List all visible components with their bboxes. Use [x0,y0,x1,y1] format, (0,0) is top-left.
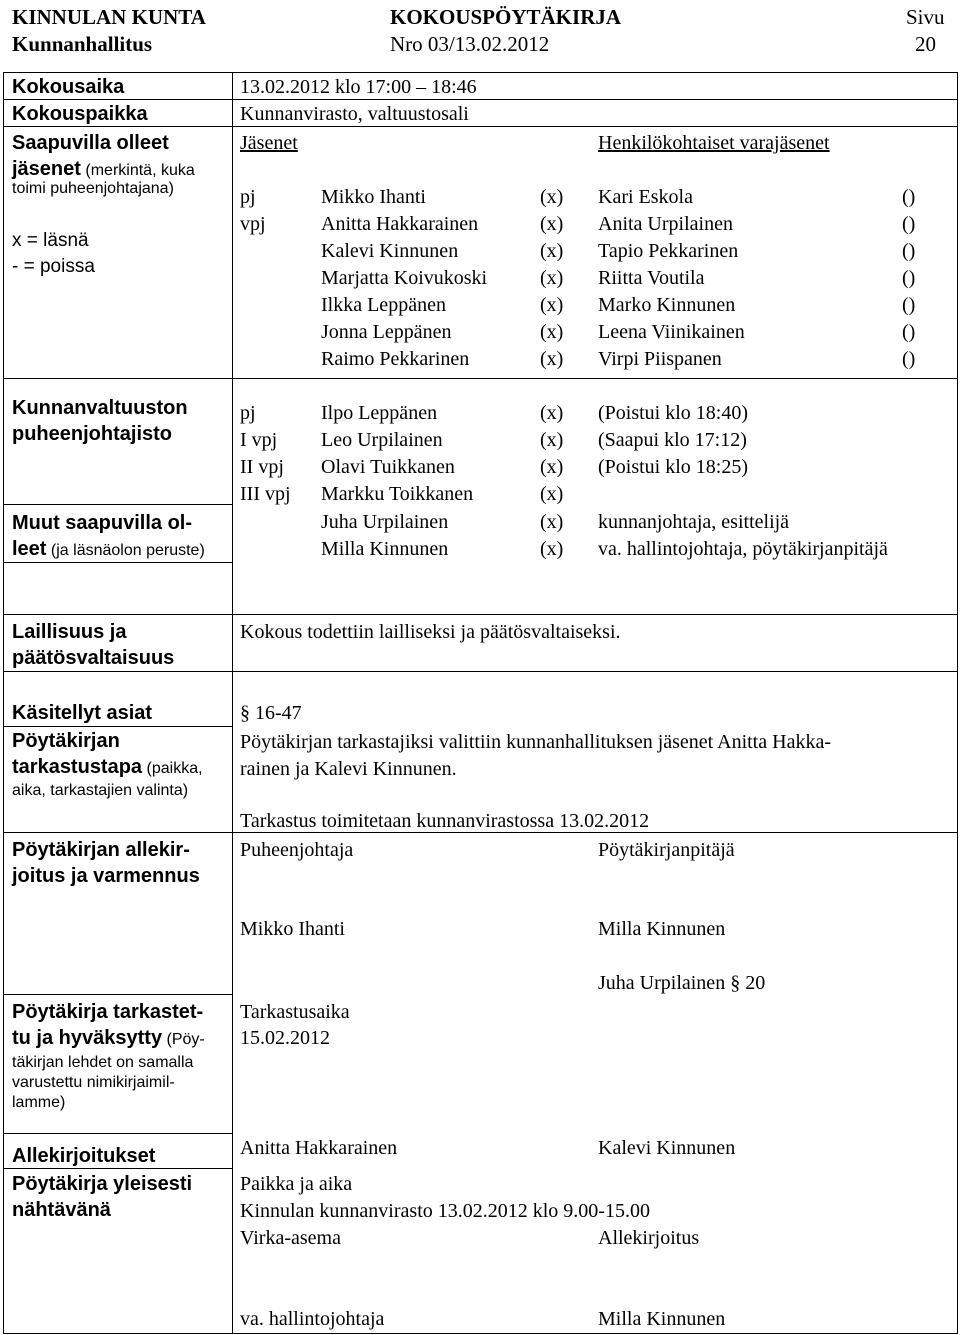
chair-mark: (x) [540,402,564,424]
chair-signer-name: Mikko Ihanti [240,918,345,940]
legend-absent: - = poissa [12,256,95,277]
secretary-signer-name: Milla Kinnunen [598,918,726,940]
chair-title: Puheenjohtaja [240,839,354,861]
signatures-label: Allekirjoitukset [12,1145,156,1167]
review-text-line1: Pöytäkirjan tarkastajiksi valittiin kunnanhallituksen jäsenet Anitta Hakka- [240,731,831,753]
deputy-name: Leena Viinikainen [598,321,745,343]
deputy-name: Riitta Voutila [598,267,705,289]
items-value: § 16-47 [240,702,302,724]
table-rule [3,1133,233,1134]
table-rule [3,504,233,505]
member-mark: (x) [540,213,564,235]
attendance-label-bold: jäsenet [12,158,81,180]
approval-label-rest: täkirjan lehdet on samalla varustettu nimikirjaimil-lamme) [12,1054,194,1111]
deputy-name: Anita Urpilainen [598,213,733,235]
table-left-border [3,72,4,1334]
chair-mark: (x) [540,456,564,478]
attendance-label-line3: toimi puheenjohtajana) [12,180,174,197]
chair-note: (Saapui klo 17:12) [598,429,747,451]
review-label-bold: tarkastustapa [12,756,143,778]
position-value: va. hallintojohtaja [240,1308,385,1330]
chair-name: Olavi Tuikkanen [321,456,455,478]
table-rule [3,671,958,672]
items-label: Käsitellyt asiat [12,702,153,724]
deputy-mark: () [902,267,916,289]
review-time-label: Tarkastusaika [240,1001,350,1023]
chair-mark: (x) [540,483,564,505]
signing-label-line2: joitus ja varmennus [12,865,200,887]
member-name: Marjatta Koivukoski [321,267,488,289]
approval-label-note: (Pöy- [162,1031,205,1048]
member-name: Jonna Leppänen [321,321,452,343]
member-role: vpj [240,213,266,235]
chair-name: Leo Urpilainen [321,429,443,451]
legality-text: Kokous todettiin lailliseksi ja päätösvaltaiseksi. [240,621,621,643]
attendance-label-line2 [12,156,195,182]
member-name: Anitta Hakkarainen [321,213,479,235]
member-name: Kalevi Kinnunen [321,240,459,262]
table-rule [3,562,233,563]
member-mark: (x) [540,321,564,343]
table-top-rule [3,72,958,73]
deputy-mark: () [902,186,916,208]
legality-label-line2: päätösvaltaisuus [12,647,175,669]
other-note: va. hallintojohtaja, pöytäkirjanpitäjä [598,538,888,560]
approval-label: Pöytäkirja tarkastet- [12,1001,204,1023]
public-label: Pöytäkirja yleisesti [12,1173,193,1195]
public-signer-name: Milla Kinnunen [598,1308,726,1330]
public-place-label: Paikka ja aika [240,1173,353,1195]
signature-name: Kalevi Kinnunen [598,1137,736,1159]
table-rule [3,994,233,995]
deputy-name: Kari Eskola [598,186,693,208]
table-rule [3,614,958,615]
meeting-time-label: Kokousaika [12,76,125,98]
attest-text: Juha Urpilainen § 20 [598,972,766,994]
review-time-value: 15.02.2012 [240,1027,330,1049]
review-text-line2: rainen ja Kalevi Kinnunen. [240,758,457,780]
member-role: pj [240,186,256,208]
table-rule [3,99,958,100]
page-label: Sivu [906,5,945,29]
other-mark: (x) [540,538,564,560]
chair-role: III vpj [240,483,291,505]
member-mark: (x) [540,186,564,208]
other-note: kunnanjohtaja, esittelijä [598,511,790,533]
review-label-note: (paikka, [142,760,203,777]
other-mark: (x) [540,511,564,533]
legality-label: Laillisuus ja [12,621,127,643]
other-name: Juha Urpilainen [321,511,449,533]
body-name: Kunnanhallitus [12,32,153,56]
document-number: Nro 03/13.02.2012 [390,32,550,56]
member-name: Ilkka Leppänen [321,294,446,316]
public-label-line2: nähtävänä [12,1199,111,1221]
others-label-note: (ja läsnäolon peruste) [46,542,205,559]
review-text-line3: Tarkastus toimitetaan kunnanvirastossa 13.02.2012 [240,810,650,832]
chair-name: Markku Toikkanen [321,483,474,505]
secretary-title: Pöytäkirjanpitäjä [598,839,735,861]
review-label: Pöytäkirjan [12,730,120,752]
deputy-name: Tapio Pekkarinen [598,240,739,262]
deputy-mark: () [902,321,916,343]
chair-mark: (x) [540,429,564,451]
others-label: Muut saapuvilla ol- [12,512,193,534]
deputies-header: Henkilökohtaiset varajäsenet [598,132,830,154]
review-label-line2 [12,754,203,780]
page-number: 20 [915,32,936,56]
meeting-place-label: Kokouspaikka [12,103,148,125]
chair-note: (Poistui klo 18:40) [598,402,749,424]
member-mark: (x) [540,348,564,370]
member-name: Mikko Ihanti [321,186,426,208]
review-label-line3: aika, tarkastajien valinta) [12,782,189,799]
members-header: Jäsenet [240,132,298,154]
signature-label: Allekirjoitus [598,1227,700,1249]
deputy-mark: () [902,294,916,316]
other-name: Milla Kinnunen [321,538,449,560]
member-mark: (x) [540,294,564,316]
chair-role: I vpj [240,429,278,451]
meeting-place-value: Kunnanvirasto, valtuustosali [240,103,469,125]
position-label: Virka-asema [240,1227,341,1249]
others-label-line2 [12,536,205,562]
chair-name: Ilpo Leppänen [321,402,438,424]
council-chairs-label: Kunnanvaltuuston [12,397,188,419]
council-chairs-label-line2: puheenjohtajisto [12,423,172,445]
table-right-border [957,72,958,1334]
public-place-value: Kinnulan kunnanvirasto 13.02.2012 klo 9.00-15.00 [240,1200,650,1222]
signature-name: Anitta Hakkarainen [240,1137,398,1159]
chair-role: II vpj [240,456,284,478]
chair-role: pj [240,402,256,424]
deputy-mark: () [902,213,916,235]
document-type: KOKOUSPÖYTÄKIRJA [390,5,622,29]
table-rule [3,726,233,727]
member-name: Raimo Pekkarinen [321,348,470,370]
others-label-bold: leet [12,538,47,560]
chair-note: (Poistui klo 18:25) [598,456,749,478]
member-mark: (x) [540,267,564,289]
table-bottom-rule [3,1333,958,1334]
table-rule [3,378,958,379]
table-column-divider [232,72,233,1334]
approval-label-bold: tu ja hyväksytty [12,1027,163,1049]
meeting-time-value: 13.02.2012 klo 17:00 – 18:46 [240,76,477,98]
attendance-label-note: (merkintä, kuka [80,162,195,179]
deputy-name: Virpi Piispanen [598,348,722,370]
member-mark: (x) [540,240,564,262]
deputy-mark: () [902,240,916,262]
municipality-name: KINNULAN KUNTA [12,5,206,29]
attendance-label: Saapuvilla olleet [12,132,169,154]
deputy-name: Marko Kinnunen [598,294,736,316]
approval-label-line2 [12,1025,205,1051]
signing-label: Pöytäkirjan allekir- [12,839,190,861]
legend-present: x = läsnä [12,230,89,251]
deputy-mark: () [902,348,916,370]
